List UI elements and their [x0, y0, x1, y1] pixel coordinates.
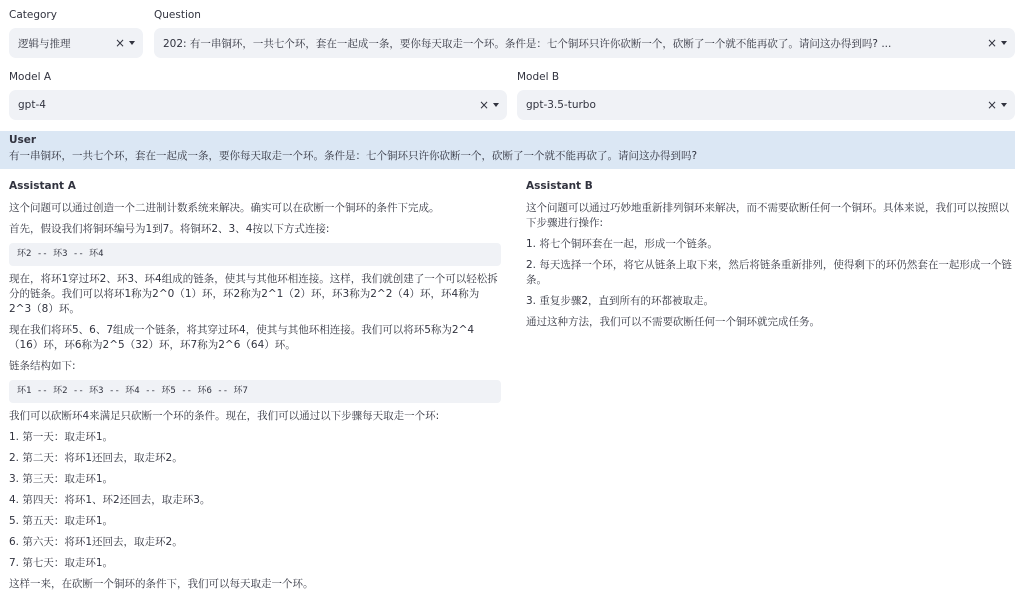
assistant-a-title: Assistant A	[9, 180, 76, 192]
user-title: User	[9, 134, 37, 146]
assistant-a-panel	[9, 179, 501, 598]
chevron-down-icon[interactable]	[129, 41, 135, 45]
assistant-a-paragraph: 链条结构如下:	[9, 360, 76, 372]
user-message	[0, 131, 1015, 169]
assistant-b-title: Assistant B	[526, 180, 593, 192]
clear-icon[interactable]: ×	[986, 98, 997, 112]
list-item: 3. 第三天：取走环1。	[9, 473, 114, 485]
model-a-value: gpt-4	[18, 99, 46, 111]
model-b-select[interactable]	[517, 90, 1015, 120]
assistant-a-paragraph: 这样一来，在砍断一个铜环的条件下，我们可以每天取走一个环。	[9, 578, 314, 590]
model-b-value: gpt-3.5-turbo	[526, 99, 596, 111]
assistant-a-paragraph: 现在我们将环5、6、7组成一个链条，将其穿过环4，使其与其他环相连接。我们可以将环5称为2^4（16）环，环6称为2^5（32）环，环7称为2^6（64）环。	[9, 324, 475, 351]
model-a-label: Model A	[9, 71, 52, 83]
clear-icon[interactable]: ×	[986, 36, 997, 50]
list-item: 2. 每天选择一个环，将它从链条上取下来，然后将链条重新排列，使得剩下的环仍然套在一起形成一个链条。	[526, 259, 1012, 286]
chevron-down-icon[interactable]	[1001, 103, 1007, 107]
assistant-a-paragraph: 首先，假设我们将铜环编号为1到7。将铜环2、3、4按以下方式连接:	[9, 223, 330, 235]
list-item: 4. 第四天：将环1、环2还回去，取走环3。	[9, 494, 211, 506]
clear-icon[interactable]: ×	[114, 36, 125, 50]
model-a-select[interactable]	[9, 90, 507, 120]
assistant-b-panel	[526, 179, 1016, 336]
list-item: 3. 重复步骤2，直到所有的环都被取走。	[526, 295, 715, 307]
assistant-b-paragraph: 通过这种方法，我们可以不需要砍断任何一个铜环就完成任务。	[526, 316, 820, 328]
assistant-a-paragraph: 我们可以砍断环4来满足只砍断一个环的条件。现在，我们可以通过以下步骤每天取走一个环:	[9, 410, 440, 422]
chevron-down-icon[interactable]	[493, 103, 499, 107]
question-label: Question	[154, 9, 201, 21]
category-label: Category	[9, 9, 57, 21]
user-text: 有一串铜环，一共七个环，套在一起成一条，要你每天取走一个环。条件是：七个铜环只许你砍断一个，砍断了一个就不能再砍了。请问这办得到吗?	[9, 150, 698, 162]
assistant-a-paragraph: 现在，将环1穿过环2、环3、环4组成的链条，使其与其他环相连接。这样，我们就创建了一个可以轻松拆分的链条。我们可以将环1称为2^0（1）环，环2称为2^1（2）环，环3称为2^2（4）环，环4称为2^3（8）环。	[9, 273, 498, 315]
list-item: 6. 第六天：将环1还回去，取走环2。	[9, 536, 183, 548]
category-select[interactable]	[9, 28, 143, 58]
list-item: 2. 第二天：将环1还回去，取走环2。	[9, 452, 183, 464]
code-block: 环2 -- 环3 -- 环4	[9, 243, 501, 266]
model-b-label: Model B	[517, 71, 560, 83]
assistant-a-paragraph: 这个问题可以通过创造一个二进制计数系统来解决。确实可以在砍断一个铜环的条件下完成。	[9, 202, 440, 214]
list-item: 7. 第七天：取走环1。	[9, 557, 114, 569]
question-value: 202: 有一串铜环，一共七个环，套在一起成一条，要你每天取走一个环。条件是：七个铜环只许你砍断一个，砍断了一个就不能再砍了。请问这办得到吗? ...	[163, 37, 892, 50]
assistant-b-paragraph: 这个问题可以通过巧妙地重新排列铜环来解决，而不需要砍断任何一个铜环。具体来说，我们可以按照以下步骤进行操作:	[526, 202, 1009, 229]
list-item: 5. 第五天：取走环1。	[9, 515, 114, 527]
category-value: 逻辑与推理	[18, 37, 71, 50]
code-block: 环1 -- 环2 -- 环3 -- 环4 -- 环5 -- 环6 -- 环7	[9, 380, 501, 403]
list-item: 1. 第一天：取走环1。	[9, 431, 114, 443]
list-item: 1. 将七个铜环套在一起，形成一个链条。	[526, 238, 718, 250]
question-select[interactable]	[154, 28, 1015, 58]
clear-icon[interactable]: ×	[478, 98, 489, 112]
chevron-down-icon[interactable]	[1001, 41, 1007, 45]
